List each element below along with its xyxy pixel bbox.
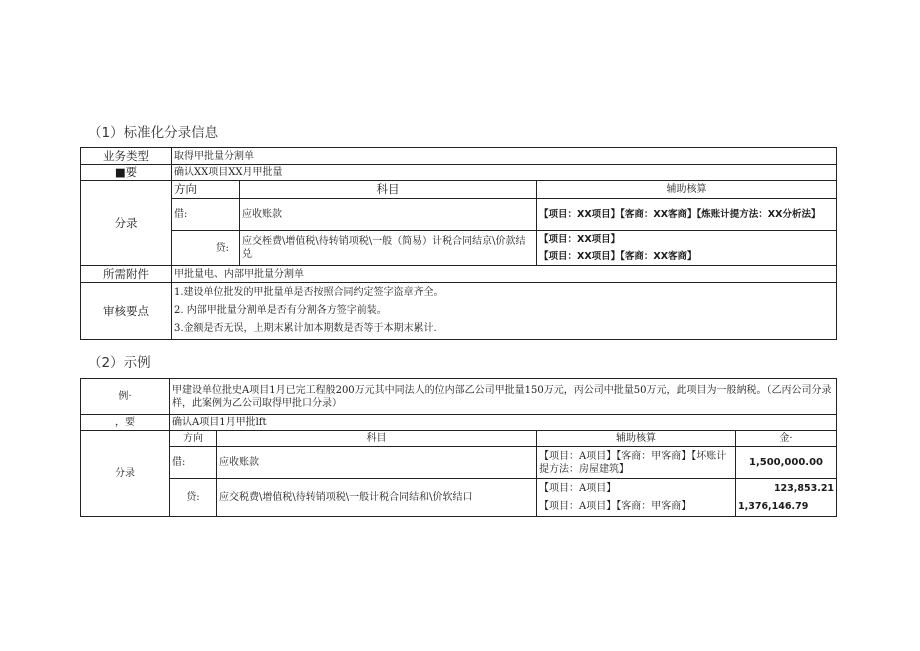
attachments-label: 所需附件 (81, 266, 172, 283)
example-debit-aux: 【项目：A项目】【客商：甲客商】【坏账计提方法：房屋建筑】 (537, 447, 736, 479)
review-point-2: 2. 内部甲批量分割单是否有分割各方签字前装。 (174, 305, 387, 316)
review-points (172, 283, 837, 340)
review-points-label: 审核要点 (81, 283, 172, 340)
summary-label: ■要 (81, 165, 172, 181)
example-col-amount: 金· (736, 431, 837, 447)
biz-type-label: 业务类型 (81, 148, 172, 165)
credit-account: 应交桎费\增值税\待转销项税\一般（简易）计税合同结京\价款结兑 (240, 231, 537, 266)
example-credit-account: 应交税费\增值税\待转销项税\一般计税合同结和\价软结口 (217, 479, 537, 517)
col-account: 科目 (240, 181, 537, 199)
example-label: 例· (81, 379, 170, 415)
example-debit-direction: 借: (170, 447, 217, 479)
example-credit-aux-line-1: 【项目：A项目】 (539, 483, 617, 494)
example-col-account: 科目 (217, 431, 537, 447)
entry-label: 分录 (81, 181, 172, 266)
example-summary-value: 确认A项目1月甲批lft (170, 415, 837, 431)
standard-entry-table (80, 147, 837, 340)
credit-direction: 贷: (172, 231, 240, 266)
example-credit-amount-1: 123,853.21 (773, 483, 835, 494)
example-credit-amounts (736, 479, 837, 517)
example-col-aux: 辅助核算 (537, 431, 736, 447)
col-aux: 辅助核算 (537, 181, 837, 199)
col-direction: 方向 (172, 181, 240, 199)
example-credit-direction: 贷: (170, 479, 217, 517)
example-credit-aux-line-2: 【项目：A项目】【客商：甲客商】 (539, 501, 692, 512)
example-credit-amount-2: 1,376,146.79 (738, 501, 809, 512)
biz-type-value: 取得甲批量分割单 (172, 148, 837, 165)
example-credit-aux (537, 479, 736, 517)
section1-title: （1）标准化分录信息 (88, 125, 219, 141)
example-text: 甲建设单位批史A项目1月已完工程般200万元其中同法人的位内部乙公司甲批量150万元，丙公司中批量50万元，此项目为一般納税。（乙丙公司分录样，此案例为乙公司取得甲批口分录） (170, 379, 837, 415)
attachments-value: 甲批量电、内部甲批量分割单 (172, 266, 837, 283)
review-point-3: 3.金额是否无误，上期末累计加本期数是否等于本期末累计. (174, 323, 437, 334)
example-entry-label: 分录 (81, 431, 170, 517)
review-point-1: 1.建设单位批发的甲批量单是否按照合同约定签字盗章齐全。 (174, 287, 444, 298)
example-summary-label: ，要 (81, 415, 170, 431)
debit-aux: 【项目：XX项目】【客商：XX客商】【炼账计提方法：XX分析法】 (537, 199, 837, 231)
example-debit-account: 应收账款 (217, 447, 537, 479)
credit-aux-line-1: 【项目：XX项目】 (539, 234, 621, 245)
debit-direction: 借: (172, 199, 240, 231)
section2-title: （2）示例 (88, 355, 151, 371)
example-col-direction: 方向 (170, 431, 217, 447)
summary-value: 确认XX项目XX月甲批量 (172, 165, 837, 181)
credit-aux-line-2: 【项目：XX项目】【客商：XX客商】 (539, 251, 697, 262)
example-debit-amount: 1,500,000.00 (736, 447, 837, 479)
credit-aux (537, 231, 837, 266)
example-entry-table (80, 378, 837, 517)
debit-account: 应收账款 (240, 199, 537, 231)
